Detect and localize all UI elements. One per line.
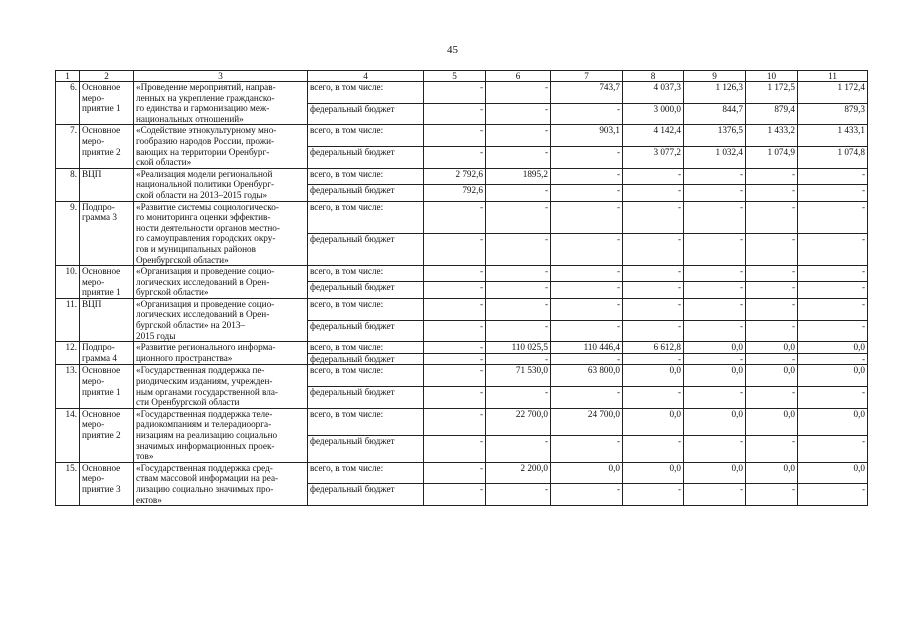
table-row <box>56 82 868 104</box>
amount-cell: - <box>424 342 486 354</box>
funding-source: федеральный бюджет <box>308 103 424 125</box>
column-header: 1 <box>56 71 80 82</box>
amount-cell: - <box>684 185 746 201</box>
amount-cell: - <box>551 320 623 342</box>
amount-cell: - <box>424 353 486 365</box>
amount-cell: - <box>551 484 623 506</box>
amount-cell: - <box>486 147 551 169</box>
amount-cell: - <box>623 435 684 462</box>
amount-cell: 1 074,9 <box>746 147 798 169</box>
funding-source: всего, в том числе: <box>308 462 424 484</box>
amount-cell: - <box>424 365 486 387</box>
amount-cell: - <box>424 298 486 320</box>
row-number: 11. <box>56 298 80 341</box>
table-row <box>56 201 868 233</box>
row-name: «Государственная поддержка пе- риодическим изданиям, учрежден- ным органами государственной вла- сти Оренбургской области <box>134 365 308 408</box>
funding-source: федеральный бюджет <box>308 387 424 409</box>
amount-cell: - <box>746 282 798 298</box>
amount-cell: - <box>684 435 746 462</box>
amount-cell: - <box>623 387 684 409</box>
amount-cell: 0,0 <box>746 365 798 387</box>
column-header: 6 <box>486 71 551 82</box>
amount-cell: - <box>746 298 798 320</box>
column-header: 2 <box>80 71 134 82</box>
row-type: Подпро- грамма 3 <box>80 201 134 266</box>
row-type: Подпро- грамма 4 <box>80 342 134 365</box>
row-name: «Проведение мероприятий, направ- ленных на укрепление гражданско- го единства и гармонизацию меж- национальных отношений» <box>134 82 308 125</box>
amount-cell: - <box>486 103 551 125</box>
amount-cell: - <box>486 298 551 320</box>
row-name: «Развитие регионального информа- ционного пространства» <box>134 342 308 365</box>
amount-cell: - <box>798 320 868 342</box>
amount-cell: - <box>746 185 798 201</box>
amount-cell: - <box>424 266 486 282</box>
funding-source: федеральный бюджет <box>308 147 424 169</box>
amount-cell: - <box>424 125 486 147</box>
amount-cell: - <box>424 201 486 233</box>
column-header: 4 <box>308 71 424 82</box>
amount-cell: - <box>684 353 746 365</box>
row-name: «Организация и проведение социо- логических исследований в Орен- бургской области» на 2013– 2015 годы <box>134 298 308 341</box>
amount-cell: - <box>623 353 684 365</box>
amount-cell: - <box>551 435 623 462</box>
amount-cell: - <box>798 185 868 201</box>
amount-cell: - <box>424 320 486 342</box>
amount-cell: 0,0 <box>746 342 798 354</box>
amount-cell: - <box>746 387 798 409</box>
row-number: 14. <box>56 408 80 462</box>
amount-cell: 903,1 <box>551 125 623 147</box>
amount-cell: - <box>551 298 623 320</box>
amount-cell: - <box>623 266 684 282</box>
amount-cell: 1 433,2 <box>746 125 798 147</box>
column-header: 5 <box>424 71 486 82</box>
funding-source: федеральный бюджет <box>308 353 424 365</box>
amount-cell: - <box>798 298 868 320</box>
budget-table <box>55 70 868 506</box>
amount-cell: - <box>486 233 551 265</box>
amount-cell: 0,0 <box>746 408 798 435</box>
amount-cell: 2 792,6 <box>424 168 486 184</box>
amount-cell: - <box>684 387 746 409</box>
amount-cell: - <box>424 82 486 104</box>
amount-cell: - <box>551 233 623 265</box>
amount-cell: 4 142,4 <box>623 125 684 147</box>
amount-cell: - <box>798 484 868 506</box>
amount-cell: - <box>424 408 486 435</box>
table-row <box>56 266 868 282</box>
row-number: 7. <box>56 125 80 168</box>
amount-cell: 1 172,5 <box>746 82 798 104</box>
amount-cell: - <box>798 201 868 233</box>
table-row <box>56 298 868 320</box>
amount-cell: - <box>486 201 551 233</box>
amount-cell: - <box>746 233 798 265</box>
amount-cell: - <box>424 282 486 298</box>
amount-cell: - <box>623 185 684 201</box>
table-row <box>56 408 868 435</box>
row-number: 10. <box>56 266 80 299</box>
amount-cell: - <box>623 484 684 506</box>
amount-cell: - <box>486 484 551 506</box>
amount-cell: 1376,5 <box>684 125 746 147</box>
amount-cell: 0,0 <box>684 365 746 387</box>
amount-cell: 0,0 <box>684 462 746 484</box>
amount-cell: - <box>486 125 551 147</box>
amount-cell: - <box>623 168 684 184</box>
table-row <box>56 462 868 484</box>
amount-cell: 0,0 <box>684 408 746 435</box>
amount-cell: - <box>798 435 868 462</box>
column-header: 8 <box>623 71 684 82</box>
column-header: 11 <box>798 71 868 82</box>
amount-cell: 743,7 <box>551 82 623 104</box>
amount-cell: - <box>424 484 486 506</box>
row-type: Основное меро- приятие 2 <box>80 408 134 462</box>
amount-cell: 63 800,0 <box>551 365 623 387</box>
amount-cell: - <box>486 353 551 365</box>
amount-cell: 2 200,0 <box>486 462 551 484</box>
amount-cell: - <box>746 353 798 365</box>
funding-source: федеральный бюджет <box>308 233 424 265</box>
amount-cell: - <box>424 147 486 169</box>
amount-cell: 22 700,0 <box>486 408 551 435</box>
table-row <box>56 365 868 387</box>
amount-cell: - <box>551 266 623 282</box>
funding-source: всего, в том числе: <box>308 365 424 387</box>
amount-cell: - <box>486 387 551 409</box>
row-type: Основное меро- приятие 3 <box>80 462 134 505</box>
row-type: ВЦП <box>80 298 134 341</box>
amount-cell: - <box>486 320 551 342</box>
amount-cell: - <box>746 266 798 282</box>
amount-cell: - <box>684 320 746 342</box>
amount-cell: - <box>684 282 746 298</box>
amount-cell: - <box>551 147 623 169</box>
funding-source: всего, в том числе: <box>308 201 424 233</box>
amount-cell: 844,7 <box>684 103 746 125</box>
amount-cell: - <box>486 82 551 104</box>
amount-cell: - <box>623 320 684 342</box>
amount-cell: 0,0 <box>623 462 684 484</box>
funding-source: всего, в том числе: <box>308 125 424 147</box>
amount-cell: - <box>746 435 798 462</box>
amount-cell: - <box>623 201 684 233</box>
amount-cell: - <box>746 168 798 184</box>
amount-cell: 879,4 <box>746 103 798 125</box>
row-number: 8. <box>56 168 80 201</box>
amount-cell: - <box>486 185 551 201</box>
table-row <box>56 342 868 354</box>
column-header: 7 <box>551 71 623 82</box>
amount-cell: - <box>798 282 868 298</box>
amount-cell: - <box>424 435 486 462</box>
funding-source: федеральный бюджет <box>308 282 424 298</box>
row-type: Основное меро- приятие 1 <box>80 82 134 125</box>
amount-cell: - <box>424 387 486 409</box>
amount-cell: - <box>746 320 798 342</box>
amount-cell: - <box>798 387 868 409</box>
amount-cell: - <box>684 298 746 320</box>
table-row <box>56 125 868 147</box>
amount-cell: - <box>798 266 868 282</box>
amount-cell: - <box>746 484 798 506</box>
row-number: 15. <box>56 462 80 505</box>
funding-source: всего, в том числе: <box>308 342 424 354</box>
amount-cell: 0,0 <box>746 462 798 484</box>
funding-source: всего, в том числе: <box>308 168 424 184</box>
table-row <box>56 168 868 184</box>
row-number: 9. <box>56 201 80 266</box>
funding-source: федеральный бюджет <box>308 185 424 201</box>
amount-cell: 110 025,5 <box>486 342 551 354</box>
column-header-row <box>56 71 868 82</box>
amount-cell: 0,0 <box>798 462 868 484</box>
amount-cell: 3 000,0 <box>623 103 684 125</box>
amount-cell: - <box>684 233 746 265</box>
amount-cell: - <box>486 266 551 282</box>
amount-cell: - <box>424 233 486 265</box>
amount-cell: - <box>551 103 623 125</box>
amount-cell: 1 126,3 <box>684 82 746 104</box>
row-name: «Реализация модели региональной национальной политики Оренбург- ской области на 2013–2015 годы» <box>134 168 308 201</box>
amount-cell: - <box>551 353 623 365</box>
amount-cell: 0,0 <box>798 408 868 435</box>
funding-source: всего, в том числе: <box>308 298 424 320</box>
amount-cell: 0,0 <box>551 462 623 484</box>
amount-cell: 1895,2 <box>486 168 551 184</box>
amount-cell: - <box>551 168 623 184</box>
amount-cell: 0,0 <box>684 342 746 354</box>
amount-cell: - <box>424 462 486 484</box>
row-name: «Государственная поддержка сред- ствам массовой информации на реа- лизацию социально значимых про- ектов» <box>134 462 308 505</box>
column-header: 10 <box>746 71 798 82</box>
row-number: 6. <box>56 82 80 125</box>
amount-cell: 879,3 <box>798 103 868 125</box>
amount-cell: - <box>798 353 868 365</box>
amount-cell: 4 037,3 <box>623 82 684 104</box>
amount-cell: - <box>798 233 868 265</box>
amount-cell: 3 077,2 <box>623 147 684 169</box>
page-number: 45 <box>447 44 458 56</box>
amount-cell: - <box>684 266 746 282</box>
amount-cell: 71 530,0 <box>486 365 551 387</box>
amount-cell: 0,0 <box>798 365 868 387</box>
amount-cell: 1 172,4 <box>798 82 868 104</box>
amount-cell: 1 074,8 <box>798 147 868 169</box>
amount-cell: - <box>486 435 551 462</box>
row-name: «Содействие этнокультурному мно- гообразию народов России, прожи- вающих на территории Оренбург- ской области» <box>134 125 308 168</box>
amount-cell: - <box>798 168 868 184</box>
amount-cell: - <box>684 484 746 506</box>
amount-cell: 6 612,8 <box>623 342 684 354</box>
amount-cell: - <box>486 282 551 298</box>
table-body <box>56 71 868 506</box>
funding-source: федеральный бюджет <box>308 484 424 506</box>
amount-cell: - <box>551 282 623 298</box>
amount-cell: 792,6 <box>424 185 486 201</box>
amount-cell: - <box>623 298 684 320</box>
row-number: 13. <box>56 365 80 408</box>
row-type: Основное меро- приятие 1 <box>80 266 134 299</box>
amount-cell: - <box>623 282 684 298</box>
column-header: 3 <box>134 71 308 82</box>
row-type: Основное меро- приятие 1 <box>80 365 134 408</box>
amount-cell: - <box>551 387 623 409</box>
column-header: 9 <box>684 71 746 82</box>
amount-cell: 24 700,0 <box>551 408 623 435</box>
row-type: ВЦП <box>80 168 134 201</box>
amount-cell: - <box>424 103 486 125</box>
amount-cell: 1 032,4 <box>684 147 746 169</box>
amount-cell: - <box>551 201 623 233</box>
row-name: «Организация и проведение социо- логических исследований в Орен- бургской области» <box>134 266 308 299</box>
row-name: «Государственная поддержка теле- радиокомпаниям и телерадиоорга- низациям на реализацию социально значимых информационных проек- тов» <box>134 408 308 462</box>
amount-cell: - <box>551 185 623 201</box>
amount-cell: 0,0 <box>623 408 684 435</box>
amount-cell: - <box>623 233 684 265</box>
row-number: 12. <box>56 342 80 365</box>
row-name: «Развитие системы социологическо- го мониторинга оценки эффектив- ности деятельности органов местно- го самоуправления городских окру- гов и муниципальных районов Оренбургской области» <box>134 201 308 266</box>
funding-source: всего, в том числе: <box>308 82 424 104</box>
amount-cell: 0,0 <box>798 342 868 354</box>
row-type: Основное меро- приятие 2 <box>80 125 134 168</box>
funding-source: всего, в том числе: <box>308 408 424 435</box>
amount-cell: 110 446,4 <box>551 342 623 354</box>
funding-source: всего, в том числе: <box>308 266 424 282</box>
amount-cell: - <box>684 201 746 233</box>
amount-cell: - <box>746 201 798 233</box>
funding-source: федеральный бюджет <box>308 435 424 462</box>
amount-cell: - <box>684 168 746 184</box>
amount-cell: 1 433,1 <box>798 125 868 147</box>
amount-cell: 0,0 <box>623 365 684 387</box>
funding-source: федеральный бюджет <box>308 320 424 342</box>
